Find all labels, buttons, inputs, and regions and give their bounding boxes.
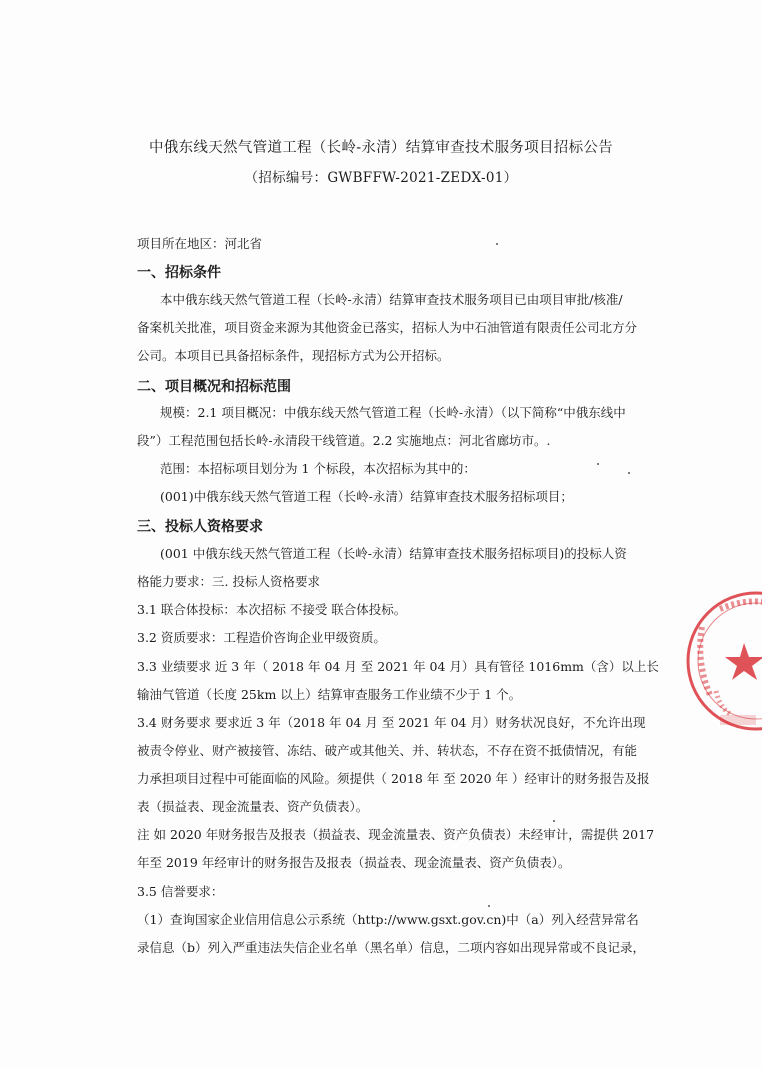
paragraph-line: 段”）工程范围包括长岭-永清段干线管道。2.2 实施地点：河北省廊坊市。.: [137, 433, 551, 448]
paragraph-line: 3.1 联合体投标：本次招标 不接受 联合体投标。: [137, 602, 407, 617]
paragraph-line: 3.3 业绩要求 近 3 年（ 2018 年 04 月 至 2021 年 04 月）具有管径 1016mm（含）以上长: [137, 659, 659, 674]
paragraph-line: 范围：本招标项目划分为 1 个标段，本次招标为其中的：: [160, 461, 476, 476]
scan-speck: [597, 463, 599, 465]
paragraph-line: 格能力要求：三. 投标人资格要求: [137, 574, 320, 589]
paragraph-line: 3.4 财务要求 要求近 3 年（2018 年 04 月 至 2021 年 04 月）财务状况良好，不允许出现: [137, 715, 646, 730]
paragraph-line: （1）查询国家企业信用信息公示系统（http://www.gsxt.gov.cn)中（a）列入经营异常名: [137, 912, 639, 927]
paragraph-line: 被责令停业、财产被接管、冻结、破产或其他关、并、转状态，不存在资不抵债情况，有能: [137, 743, 638, 758]
paragraph-line: 规模：2.1 项目概况：中俄东线天然气管道工程（长岭-永清）（以下简称“中俄东线中: [160, 405, 626, 420]
scan-speck: [628, 472, 630, 474]
paragraph-line: 3.2 资质要求：工程造价咨询企业甲级资质。: [137, 630, 386, 645]
paragraph-line: 3.5 信誉要求：: [137, 884, 224, 899]
paragraph-line: 录信息（b）列入严重违法失信企业名单（黑名单）信息，二项内容如出现异常或不良记录，: [137, 940, 646, 955]
scan-speck: [496, 243, 498, 245]
paragraph-line: 年至 2019 年经审计的财务报告及报表（损益表、现金流量表、资产负债表）。: [137, 855, 571, 870]
paragraph-line: 备案机关批准，项目资金来源为其他资金已落实，招标人为中石油管道有限责任公司北方分: [137, 320, 638, 335]
paragraph-line: 本中俄东线天然气管道工程（长岭-永清）结算审查技术服务项目已由项目审批/核准/: [160, 292, 623, 307]
paragraph-line: 表（损益表、现金流量表、资产负债表）。: [137, 799, 369, 814]
project-location: 项目所在地区：河北省: [137, 236, 263, 251]
paragraph-line: (001)中俄东线天然气管道工程（长岭-永清）结算审查技术服务招标项目；: [160, 489, 573, 504]
document-title: 中俄东线天然气管道工程（长岭-永清）结算审查技术服务项目招标公告: [149, 140, 613, 156]
section-heading-2: 二、项目概况和招标范围: [137, 379, 291, 395]
scan-speck: [553, 820, 555, 822]
paragraph-line: (001 中俄东线天然气管道工程（长岭-永清）结算审查技术服务招标项目)的投标人资: [160, 546, 627, 561]
section-heading-1: 一、招标条件: [137, 265, 221, 281]
paragraph-line: 公司。本项目已具备招标条件，现招标方式为公开招标。: [137, 348, 450, 363]
paragraph-line: 输油气管道（长度 25km 以上）结算审查服务工作业绩不少于 1 个。: [137, 687, 522, 702]
company-seal-stamp: [672, 587, 762, 735]
section-heading-3: 三、投标人资格要求: [137, 519, 263, 535]
scan-speck: [488, 905, 490, 907]
paragraph-line: 力承担项目过程中可能面临的风险。须提供（ 2018 年 至 2020 年 ）经审计的财务报告及报: [137, 771, 650, 786]
paragraph-line: 注 如 2020 年财务报告及报表（损益表、现金流量表、资产负债表）未经审计，需提供 2017: [137, 827, 655, 842]
tender-code: （招标编号：GWBFFW-2021-ZEDX-01）: [244, 170, 518, 186]
